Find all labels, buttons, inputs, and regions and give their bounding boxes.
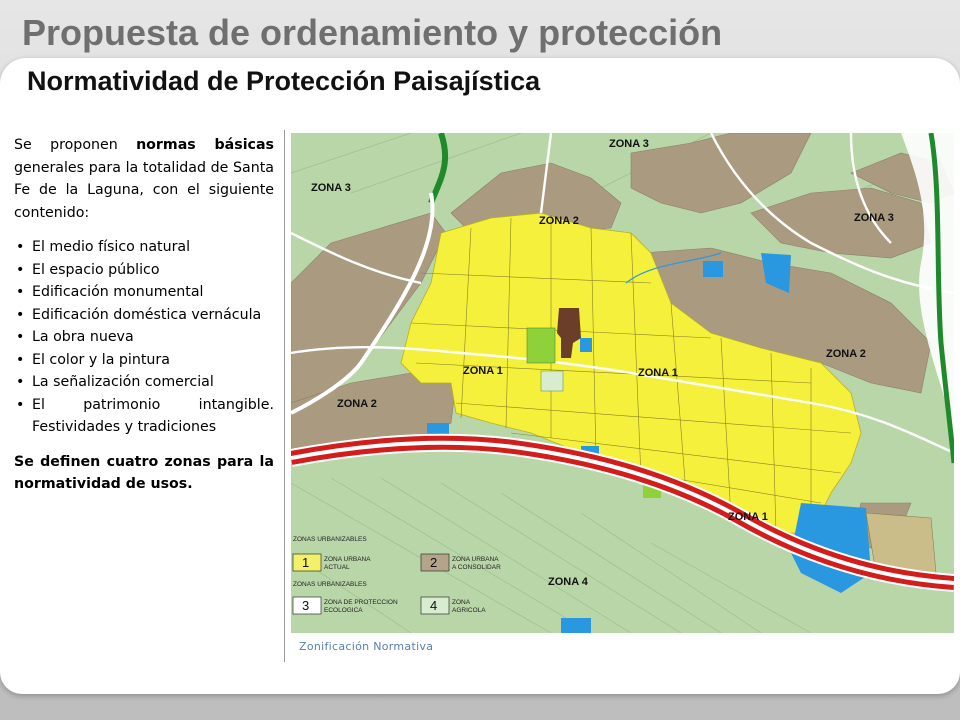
intro-bold-text: normas básicas (136, 137, 274, 153)
list-item: • El medio físico natural (14, 236, 274, 259)
zone-label: ZONA 1 (638, 367, 678, 379)
legend-label: ZONA DE PROTECCION (324, 599, 398, 606)
main-plaza (527, 328, 555, 363)
slide-title: Propuesta de ordenamiento y protección (22, 12, 723, 53)
legend-number: 1 (302, 555, 310, 570)
list-item: • El color y la pintura (14, 349, 274, 372)
zone-label: ZONA 2 (539, 215, 579, 227)
content-list (14, 236, 274, 439)
intro-paragraph (14, 134, 274, 224)
map-caption: Zonificación Normativa (299, 640, 434, 653)
slide-subtitle: Normatividad de Protección Paisajística (27, 66, 541, 96)
zone-label: ZONA 4 (548, 576, 588, 588)
legend-label: ECOLOGICA (324, 607, 363, 614)
list-item: • El patrimonio intangible. Festividades y tradiciones (14, 394, 274, 439)
text-column (14, 134, 274, 496)
zone-label: ZONA 2 (826, 348, 866, 360)
zone-label: ZONA 1 (728, 511, 768, 523)
legend-number: 4 (430, 598, 438, 613)
zoning-map (291, 133, 954, 633)
zone-label: ZONA 3 (609, 138, 649, 150)
legend-label: ZONA (452, 599, 471, 606)
legend-heading: ZONAS URBANIZABLES (293, 536, 367, 543)
legend-label: ZONA URBANA (452, 556, 499, 563)
list-item: • El espacio público (14, 259, 274, 282)
legend-number: 2 (430, 555, 438, 570)
secondary-plaza (541, 371, 563, 391)
zone-label: ZONA 1 (463, 365, 503, 377)
legend-heading: ZONAS URBANIZABLES (293, 581, 367, 588)
zoning-map-graphic (291, 133, 954, 633)
list-item: • La obra nueva (14, 326, 274, 349)
legend-number: 3 (302, 598, 310, 613)
intro-text-end: generales para la totalidad de Santa Fe de la Laguna, con el siguiente contenido: (14, 159, 274, 221)
list-item: • Edificación doméstica vernácula (14, 304, 274, 327)
legend-label: ACTUAL (324, 564, 350, 571)
zone-label: ZONA 3 (311, 182, 351, 194)
intro-text-start: Se proponen (14, 137, 137, 153)
legend-label: ZONA URBANA (324, 556, 371, 563)
legend-label: A CONSOLIDAR (452, 564, 501, 571)
column-divider (284, 130, 285, 662)
list-item: • La señalización comercial (14, 371, 274, 394)
zone-label: ZONA 3 (854, 212, 894, 224)
closing-paragraph: Se definen cuatro zonas para la normatividad de usos. (14, 453, 274, 492)
zone-label: ZONA 2 (337, 398, 377, 410)
list-item: • Edificación monumental (14, 281, 274, 304)
legend-label: AGRICOLA (452, 607, 486, 614)
